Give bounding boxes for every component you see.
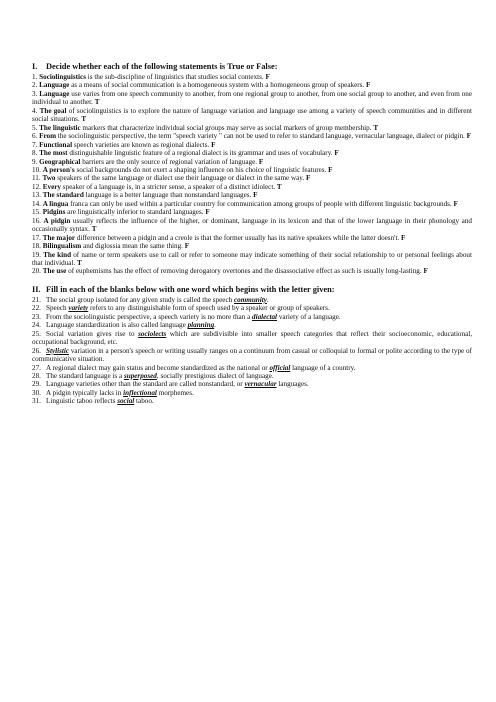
statement-item: [32, 200, 472, 208]
answer-mark: F: [211, 140, 216, 149]
item-text-after: variation in a person's speech or writing usually ranges on a continuum from casual or colloquial to formal or polite according to the type of communicative situation.: [32, 346, 472, 364]
item-text: is the sub-discipline of linguistics that studies social contexts.: [85, 73, 264, 81]
statement-item: [32, 132, 472, 140]
section-spacer: [32, 276, 472, 285]
item-number: 21.: [32, 295, 41, 304]
item-text: the sociolinguistic perspective, the term "speech variety " can not be used to refer to standard language, vernacular language, dialect or pidgin.: [56, 132, 465, 141]
item-lead: The linguistic: [39, 123, 81, 132]
fill-item: [32, 296, 472, 304]
item-text-before: Language varieties other than the standard are called nonstandard, or: [46, 380, 245, 389]
answer-mark: F: [366, 81, 371, 90]
item-number: 8.: [32, 149, 38, 158]
statement-item: [32, 234, 472, 242]
fill-item: [32, 364, 472, 372]
answer-mark: F: [466, 132, 471, 141]
item-number: 9.: [32, 157, 38, 166]
item-lead: A lingua: [42, 199, 69, 208]
statement-item: [32, 73, 472, 81]
item-number: 14.: [32, 199, 41, 208]
section-title: Fill in each of the blanks below with one word which begins with the letter given:: [46, 284, 335, 294]
fill-item: [32, 321, 472, 329]
answer-mark: F: [253, 191, 258, 200]
item-number: 27.: [32, 363, 41, 372]
answer-word: variety: [68, 304, 89, 313]
answer-mark: F: [423, 267, 428, 276]
answer-word: official: [269, 363, 291, 372]
statement-item: [32, 141, 472, 149]
item-number: 17.: [32, 233, 41, 242]
section-number: II.: [32, 284, 41, 294]
item-text: of sociolinguistics is to explore the nature of language variation and language use among a variety of speech communities and in different social situations.: [32, 106, 472, 124]
item-number: 23.: [32, 312, 41, 321]
true-false-list: [32, 73, 472, 276]
item-text-after: language of a country.: [290, 363, 356, 372]
item-lead: The most: [39, 149, 68, 158]
item-text-before: Speech: [46, 304, 69, 313]
item-lead: Language: [39, 89, 70, 98]
item-number: 28.: [32, 371, 41, 380]
answer-mark: T: [91, 225, 97, 234]
answer-word: sociolects: [138, 329, 167, 338]
statement-item: [32, 191, 472, 199]
fill-item: [32, 372, 472, 380]
section-title: Decide whether each of the following statements is True or False:: [46, 62, 278, 71]
section-heading-fill-blanks: [32, 285, 472, 295]
document-page: [32, 62, 472, 406]
item-lead: The use: [42, 267, 67, 276]
item-number: 25.: [32, 329, 41, 338]
item-number: 18.: [32, 242, 41, 251]
item-number: 26.: [32, 346, 41, 355]
item-lead: The kind: [43, 250, 72, 259]
item-lead: Pidgins: [42, 208, 66, 217]
answer-mark: T: [77, 258, 82, 267]
item-text: of euphemisms has the effect of removing derogatory overtones and the disassociative effect as such is usually long-lasting.: [66, 267, 422, 276]
fill-item: [32, 397, 472, 405]
item-text: markers that characterize individual social groups may serve as social markers of group membership.: [80, 123, 372, 132]
item-number: 5.: [32, 123, 38, 132]
item-lead: Two: [42, 174, 56, 183]
answer-word: social: [117, 397, 135, 406]
item-text-before: The standard language is a: [46, 371, 124, 380]
answer-word: dialectal: [252, 312, 278, 321]
item-number: 13.: [32, 191, 41, 200]
item-text: speech varieties are known as regional dialects.: [72, 140, 210, 149]
statement-item: [32, 166, 472, 174]
item-lead: The standard: [42, 191, 84, 200]
item-text-before: From the sociolinguistic perspective, a speech variety is no more than a: [46, 312, 253, 321]
item-number: 7.: [32, 140, 38, 149]
item-text-before: The social group isolated for any given study is called the speech: [46, 295, 234, 304]
item-text-after: languages.: [276, 380, 309, 389]
statement-item: [32, 107, 472, 124]
fill-item: [32, 347, 472, 364]
statement-item: [32, 158, 472, 166]
item-number: 1.: [32, 73, 38, 81]
item-text-after: variety of a language.: [277, 312, 341, 321]
section-number: I.: [32, 62, 38, 71]
fill-blank-list: [32, 296, 472, 406]
item-number: 20.: [32, 267, 41, 276]
item-lead: Every: [42, 182, 61, 191]
item-number: 16.: [32, 216, 41, 225]
statement-item: [32, 174, 472, 182]
statement-item: [32, 81, 472, 89]
item-text: franca can only be used within a particular country for communication among groups of people with different linguistic backgrounds.: [68, 199, 452, 208]
item-lead: A pidgin: [43, 216, 71, 225]
fill-item: [32, 313, 472, 321]
answer-mark: T: [276, 182, 282, 191]
item-text: usually reflects the influence of the higher, or dominant, language in its lexicon and that of the lower language in their phonology and occasionally syntax.: [32, 216, 472, 234]
item-text: social backgrounds do not exert a shaping influence on his choice of linguistic features.: [74, 165, 327, 174]
item-number: 22.: [32, 304, 41, 313]
item-lead: Functional: [39, 140, 73, 149]
item-text-before: Language standardization is also called language: [46, 321, 188, 330]
statement-item: [32, 251, 472, 268]
item-text-before: Social variation gives rise to: [46, 329, 139, 338]
statement-item: [32, 183, 472, 191]
statement-item: [32, 90, 472, 107]
item-text: difference between a pidgin and a creole is that the former usually has its native speakers while the latter doesn't.: [75, 233, 400, 242]
answer-mark: T: [81, 115, 87, 124]
item-number: 15.: [32, 208, 41, 217]
answer-mark: F: [205, 208, 210, 217]
answer-word: inflectional: [123, 388, 157, 397]
item-text: speakers of the same language or dialect use their language or dialect in the same way.: [55, 174, 305, 183]
answer-word: superposed: [123, 371, 157, 380]
statement-item: [32, 149, 472, 157]
item-text-before: Linguistic taboo reflects: [46, 397, 118, 406]
item-text-after: refers to any distinguishable form of speech used by a speaker or group of speakers.: [88, 304, 330, 313]
item-lead: Language: [39, 81, 70, 90]
answer-word: vernacular: [244, 380, 277, 389]
item-text-after: taboo.: [134, 397, 154, 406]
item-number: 30.: [32, 388, 41, 397]
item-number: 24.: [32, 321, 41, 330]
item-text: use varies from one speech community to another, from one regional group to another, from one social group to another, and even from one individual to another.: [32, 89, 472, 107]
item-lead: Geographical: [39, 157, 81, 166]
item-number: 4.: [32, 106, 38, 115]
answer-mark: T: [373, 123, 379, 132]
answer-word: community: [233, 295, 267, 304]
item-text: language is a better language than nonstandard languages.: [83, 191, 252, 200]
item-number: 31.: [32, 397, 41, 406]
item-text: and diglossia mean the same thing.: [81, 242, 183, 251]
item-number: 29.: [32, 380, 41, 389]
item-lead: Bilingualism: [42, 242, 82, 251]
answer-mark: F: [334, 149, 339, 158]
item-number: 10.: [32, 165, 41, 174]
item-text: barriers are the only source of regional variation of language.: [80, 157, 258, 166]
item-number: 6.: [32, 132, 38, 141]
item-text-after: .: [214, 321, 216, 330]
item-number: 3.: [32, 89, 38, 98]
answer-word: planning: [187, 321, 215, 330]
answer-mark: F: [328, 165, 333, 174]
item-lead: A person's: [42, 165, 75, 174]
statement-item: [32, 242, 472, 250]
item-text-before: A regional dialect may gain status and become standardized as the national or: [46, 363, 270, 372]
fill-item: [32, 330, 472, 347]
answer-mark: F: [258, 157, 264, 166]
item-lead: The goal: [39, 106, 67, 115]
fill-item: [32, 304, 472, 312]
statement-item: [32, 267, 472, 275]
answer-word: Stylistic: [46, 346, 70, 355]
fill-item: [32, 380, 472, 388]
answer-mark: F: [453, 199, 458, 208]
item-text-after: .: [266, 295, 269, 304]
item-number: 11.: [32, 174, 41, 183]
answer-mark: T: [94, 98, 100, 107]
item-lead: Sociolinguistics: [39, 73, 86, 81]
answer-mark: F: [184, 242, 190, 251]
answer-mark: F: [265, 73, 270, 81]
item-lead: From: [39, 132, 57, 141]
item-text: as a means of social communication is a homogeneous system with a homogeneous group of speakers.: [69, 81, 365, 90]
statement-item: [32, 124, 472, 132]
item-text: distinguishable linguistic feature of a regional dialect is its grammar and uses of vocabulary.: [67, 149, 333, 158]
item-text-after: , socially prestigious dialect of language.: [156, 371, 274, 380]
item-text-before: A pidgin typically lacks in: [46, 388, 124, 397]
item-text: are linguistically inferior to standard languages.: [65, 208, 204, 217]
item-text-after: which are subdivisible into smaller speech categories that reflect their socioeconomic, educational, occupational background, etc.: [32, 329, 473, 347]
item-number: 12.: [32, 182, 41, 191]
answer-mark: F: [401, 233, 406, 242]
statement-item: [32, 208, 472, 216]
item-text: speaker of a language is, in a stricter sense, a speaker of a distinct idiolect.: [60, 182, 276, 191]
item-number: 2.: [32, 81, 38, 90]
fill-item: [32, 389, 472, 397]
statement-item: [32, 217, 472, 234]
item-number: 19.: [32, 250, 41, 259]
item-text: of name or term speakers use to call or refer to someone may indicate something of their social relationship to or personal feelings about that individual.: [32, 250, 472, 267]
section-heading-true-false: [32, 62, 472, 72]
answer-mark: F: [306, 174, 311, 183]
item-text-after: morphemes.: [156, 388, 194, 397]
item-lead: The major: [42, 233, 76, 242]
